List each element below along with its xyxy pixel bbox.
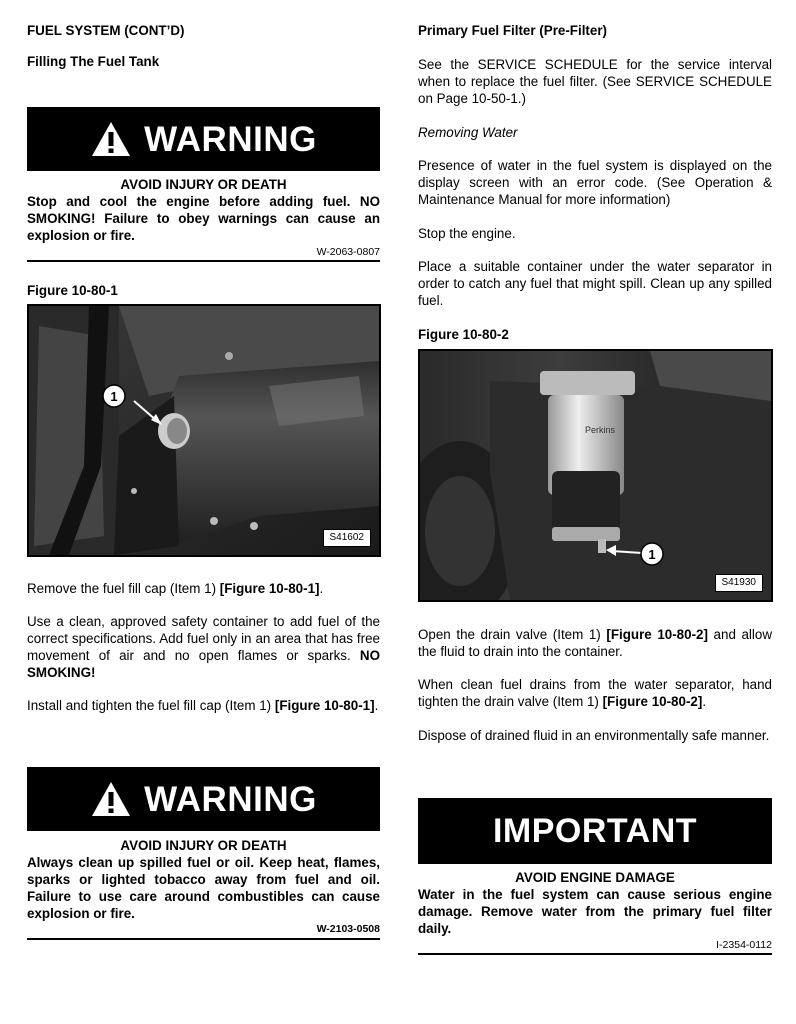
figure-caption: Figure 10-80-1	[27, 283, 118, 298]
paragraph: When clean fuel drains from the water separator, hand tighten the drain valve (Item 1) [Figure 10-80-2].	[418, 677, 772, 709]
warning-triangle-icon	[90, 780, 132, 818]
warning-title: AVOID INJURY OR DEATH	[120, 177, 287, 192]
figure-label: S41602	[323, 529, 371, 547]
section-title: FUEL SYSTEM (CONT’D)	[27, 23, 185, 38]
fuel-tank-photo	[29, 306, 379, 555]
important-code: I-2354-0112	[716, 939, 772, 951]
divider	[418, 953, 772, 955]
section-title: Primary Fuel Filter (Pre-Filter)	[418, 23, 608, 38]
warning-triangle-icon	[90, 120, 132, 158]
figure-10-80-1	[27, 304, 381, 557]
important-title: AVOID ENGINE DAMAGE	[515, 870, 675, 885]
paragraph: Remove the fuel fill cap (Item 1) [Figure 10-80-1].	[27, 581, 324, 596]
warning-code: W-2103-0508	[316, 923, 380, 935]
filter-brand-text: Perkins	[585, 425, 616, 435]
figure-10-80-2	[418, 349, 773, 602]
callout-number: 1	[648, 547, 656, 562]
important-body: Water in the fuel system can cause serious engine damage. Remove water from the primary fuel filter daily.	[418, 887, 772, 936]
paragraph: Stop the engine.	[418, 226, 516, 241]
paragraph: Presence of water in the fuel system is displayed on the display screen with an error code. (See Operation & Maintenance Manual for more information)	[418, 158, 772, 207]
callout-number: 1	[110, 389, 118, 404]
paragraph: Place a suitable container under the water separator in order to catch any fuel that might spill. Clean up any spilled fuel.	[418, 259, 772, 308]
paragraph: Dispose of drained fluid in an environmentally safe manner.	[418, 728, 770, 743]
warning-banner	[27, 107, 380, 171]
divider	[27, 938, 380, 940]
paragraph: Open the drain valve (Item 1) [Figure 10-80-2] and allow the fluid to drain into the container.	[418, 627, 772, 659]
fuel-filter-photo	[420, 351, 771, 600]
warning-code: W-2063-0807	[316, 246, 380, 258]
warning-banner-text: WARNING	[144, 779, 317, 819]
warning-title: AVOID INJURY OR DEATH	[120, 838, 287, 853]
figure-label: S41930	[715, 574, 763, 592]
paragraph: Use a clean, approved safety container to add fuel of the correct specifications. Add fuel only in an area that has free movement of air and no open flames or sparks. NO SMOKING!	[27, 614, 380, 680]
warning-body: Stop and cool the engine before adding fuel. NO SMOKING! Failure to obey warnings can cause an explosion or fire.	[27, 194, 380, 243]
paragraph: Install and tighten the fuel fill cap (Item 1) [Figure 10-80-1].	[27, 698, 379, 713]
subheading: Removing Water	[418, 125, 518, 140]
subsection-title: Filling The Fuel Tank	[27, 54, 160, 69]
important-banner	[418, 798, 772, 864]
divider	[27, 260, 380, 262]
warning-body: Always clean up spilled fuel or oil. Keep heat, flames, sparks or lighted tobacco away from fuel and oil. Failure to use care around combustibles can cause explosion or fire.	[27, 855, 380, 921]
warning-banner	[27, 767, 380, 831]
warning-banner-text: WARNING	[144, 119, 317, 159]
paragraph: See the SERVICE SCHEDULE for the service interval when to replace the fuel filter. (See SERVICE SCHEDULE on Page 10-50-1.)	[418, 57, 772, 106]
figure-caption: Figure 10-80-2	[418, 327, 509, 342]
important-banner-text: IMPORTANT	[492, 811, 698, 850]
